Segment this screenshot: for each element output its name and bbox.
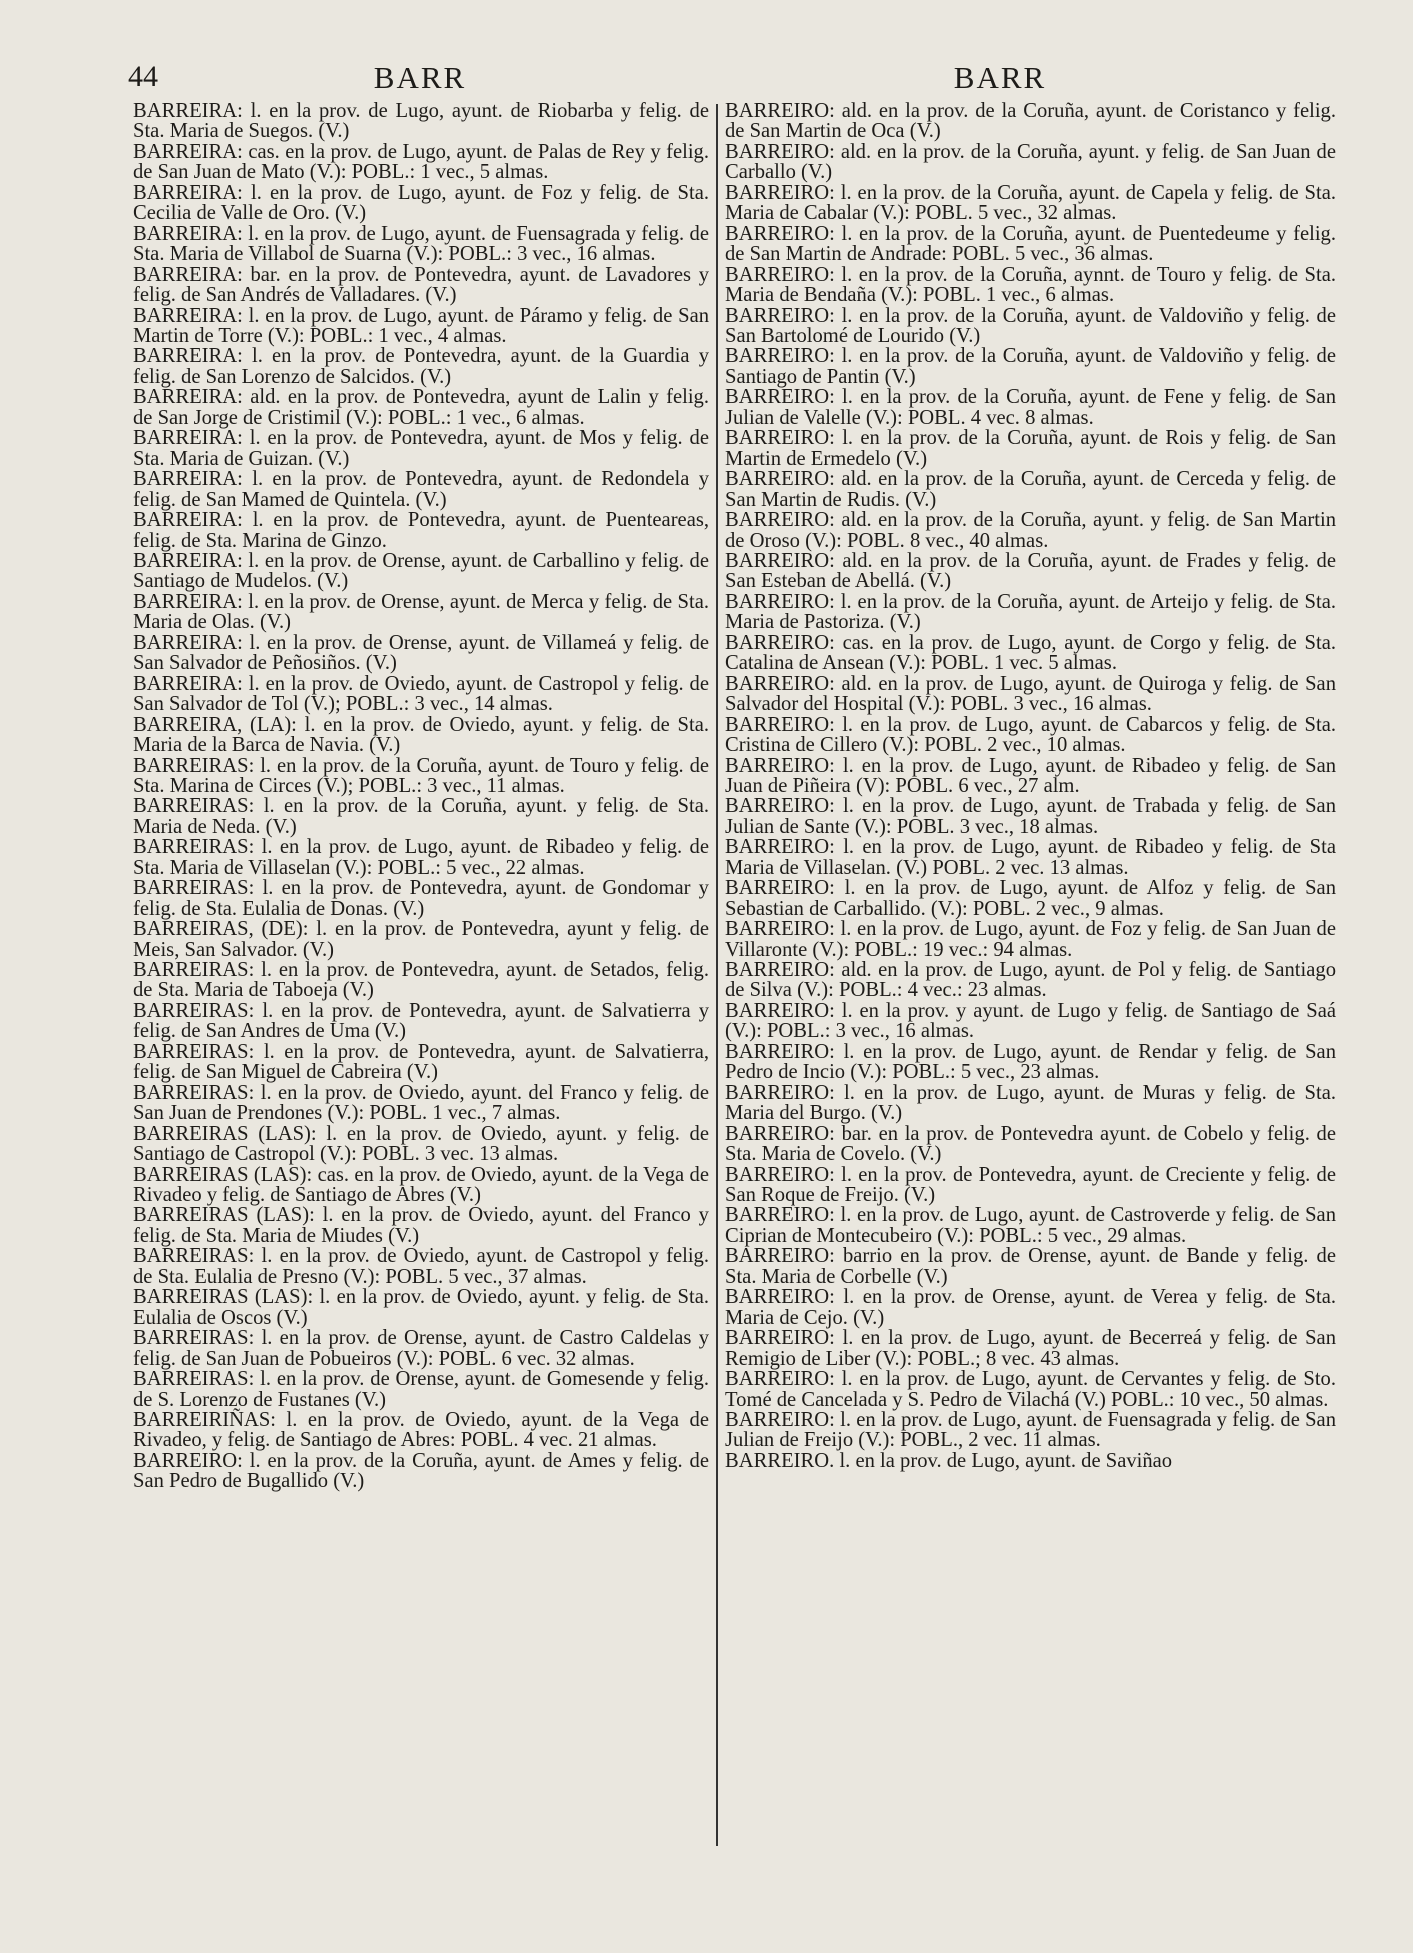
entry <box>133 1205 709 1246</box>
entry <box>725 633 1336 674</box>
entry <box>725 428 1336 469</box>
entry-text: l. en la prov. de Oviedo, ayunt. y felig. de Sta. Eulalia de Oscos (V.) <box>133 1286 709 1329</box>
entry-text: l. en la prov. de la Coruña, ayunt. de Rois y felig. de San Martin de Ermedelo (V.) <box>725 427 1336 470</box>
entry-head: BARREIRO: <box>725 1122 835 1145</box>
entry-text: bar. en la prov. de Pontevedra ayunt. de Cobelo y felig. de Sta. Maria de Covelo. (V.) <box>725 1122 1336 1166</box>
entry-text: l. en la prov. de Oviedo, ayunt. del Franco y felig. de San Juan de Prendones (V.): POBL. 1 vec., 7 almas. <box>133 1081 709 1125</box>
entry-head: BARREIRAS: <box>133 754 255 777</box>
entry-text: l. en la prov. de la Coruña, ayunt. de Puentedeume y felig. de San Martin de Andrade: POBL. 5 vec., 36 almas. <box>725 222 1336 266</box>
entry-text: l. en la prov. de Lugo, ayunt. de Ribadeo y felig. de Sta. Maria de Villaselan (V.): POBL.: 5 vec., 22 almas. <box>133 836 709 879</box>
entry-head: BARREIRO: <box>725 1409 835 1431</box>
entry <box>133 1451 709 1492</box>
entry-text: l. en la prov. de Pontevedra, ayunt. de Salvatierra, felig. de San Miguel de Cabreira (V.) <box>133 1040 709 1084</box>
entry <box>133 469 709 510</box>
entry-text: l. en la prov. y ayunt. de Lugo y felig. de Santiago de Saá (V.): POBL.: 3 vec., 16 almas. <box>725 999 1336 1043</box>
entry-head: BARREIRO: <box>725 140 835 163</box>
entry-head: BARREIRA: <box>133 509 243 532</box>
entry-text: l. en la prov. de Orense, ayunt. de Gomesende y felig. de S. Lorenzo de Fustanes (V.) <box>133 1368 709 1411</box>
entry <box>133 183 709 224</box>
entry-head: BARREIRAS: <box>133 999 255 1022</box>
entry <box>133 919 709 960</box>
entry-head: BARREIRA: <box>133 222 243 245</box>
entry-head: BARREIRA: <box>133 304 243 327</box>
entry <box>133 756 709 797</box>
entry-head: BARREIRAS: <box>133 1368 255 1391</box>
entry-text: l. en la prov. de Lugo, ayunt. de Cabarcos y felig. de Sta. Cristina de Cillero (V.): POBL. 2 vec., 10 almas. <box>725 713 1336 757</box>
entry-head: BARREIRO: <box>725 1286 835 1309</box>
entry-head: BARREIRO: <box>725 345 835 368</box>
entry <box>133 387 709 428</box>
entry-head: BARREIRO: <box>725 672 835 695</box>
entry-text: l. en la prov. de Pontevedra, ayunt y felig. de Meis, San Salvador. (V.) <box>133 918 710 961</box>
entry-head: BARREIRO: <box>725 918 835 941</box>
entry <box>725 101 1336 142</box>
entry <box>133 1410 709 1451</box>
entry-text: l. en la prov. de Lugo, ayunt. de Castroverde y felig. de San Ciprian de Montecubeiro (V.): POBL.: 5 vec., 29 almas. <box>725 1204 1336 1247</box>
entry-text: l. en la prov. de Pontevedra, ayunt. de Creciente y felig. de San Roque de Freijo. (V.) <box>725 1163 1336 1207</box>
entry-text: l. en la prov. de Lugo, ayunt. de Fuensagrada y felig. de San Julian de Freijo (V.): POBL., 2 vec. 11 almas. <box>725 1409 1336 1452</box>
entry <box>133 837 709 878</box>
entry-text: l. en la prov. de la Coruña, ayunt. de Touro y felig. de Sta. Marina de Circes (V.); POBL.: 3 vec., 11 almas. <box>133 754 710 797</box>
entry <box>725 1246 1336 1287</box>
entry-head: BARREIRO: <box>725 222 835 245</box>
entry-text: l. en la prov. de Oviedo, ayunt. y felig. de Sta. Maria de la Barca de Navia. (V.) <box>133 713 709 757</box>
entry-head: BARREIRO: <box>725 999 835 1022</box>
entry-text: l. en la prov. de Lugo, ayunt. de Páramo y felig. de San Martin de Torre (V.): POBL.: 1 vec., 4 almas. <box>133 304 710 347</box>
entry-head: BARREIRA: <box>133 100 243 122</box>
entry <box>725 1205 1336 1246</box>
entry <box>725 1328 1336 1369</box>
entry-head: BARREIRA: <box>133 181 243 204</box>
entry <box>133 674 709 715</box>
entry <box>725 469 1336 510</box>
entry <box>133 1369 709 1410</box>
entry-head: BARREIRO: <box>725 386 835 409</box>
entry-text: l. en la prov. de Orense, ayunt. de Carballino y felig. de Santiago de Mudelos. (V.) <box>133 549 709 593</box>
entry <box>133 142 709 183</box>
entry-head: BARREIRO: <box>725 509 835 532</box>
entry-text: l. en la prov. de la Coruña, ayunt. de Arteijo y felig. de Sta. Maria de Pastoriza. (V.) <box>725 590 1336 634</box>
entry <box>725 1083 1336 1124</box>
entry-head: BARREIRAS (LAS): <box>133 1122 317 1145</box>
entry-text: ald. en la prov. de Lugo, ayunt. de Quiroga y felig. de San Salvador del Hospital (V.): POBL. 3 vec., 16 almas. <box>725 672 1336 716</box>
entry-text: l. en la prov. de Orense, ayunt. de Castro Caldelas y felig. de San Juan de Pobueiros (V.): POBL. 6 vec. 32 almas. <box>133 1327 709 1370</box>
entry-head: BARREIRO: <box>725 877 835 900</box>
entry-head: BARREIRAS: <box>133 877 255 900</box>
entry <box>133 796 709 837</box>
entry-text: ald. en la prov. de Lugo, ayunt. de Pol y felig. de Santiago de Silva (V.): POBL.: 4 vec.: 23 almas. <box>725 959 1336 1002</box>
entry-text: ald. en la prov. de la Coruña, ayunt. de Cerceda y felig. de San Martin de Rudis. (V.) <box>725 468 1336 511</box>
entry <box>725 551 1336 592</box>
entry-head: BARREIRO: <box>725 1163 835 1186</box>
entry-text: l. en la prov. de Pontevedra, ayunt. de la Guardia y felig. de San Lorenzo de Salcidos. (V.) <box>133 345 709 388</box>
entry-text: l. en la prov. de la Coruña, ayunt. de Capela y felig. de Sta. Maria de Cabalar (V.): POBL. 5 vec., 32 almas. <box>725 181 1336 225</box>
entry-text: l. en la prov. de Pontevedra, ayunt. de Gondomar y felig. de Sta. Eulalia de Donas. (V.) <box>133 877 709 920</box>
entry-head: BARREIRA, (LA): <box>133 713 297 736</box>
entry-head: BARREIRO: <box>725 263 835 286</box>
entry-text: ald. en la prov. de Pontevedra, ayunt de Lalin y felig. de San Jorge de Cristimil (V.): POBL.: 1 vec., 6 almas. <box>133 386 709 429</box>
entry-head: BARREIRO: <box>725 181 835 204</box>
entry-text: l. en la prov. de Lugo, ayunt. de Fuensagrada y felig. de Sta. Maria de Villabol de Suarna (V.): POBL.: 3 vec., 16 almas. <box>133 222 709 266</box>
entry <box>133 551 709 592</box>
entry-head: BARREIRO: <box>725 1040 835 1063</box>
entry-head: BARREIRAS (LAS): <box>133 1286 314 1309</box>
entry <box>133 1042 709 1083</box>
entry-text: ald. en la prov. de la Coruña, ayunt. y felig. de San Martin de Oroso (V.): POBL. 8 vec., 40 almas. <box>725 509 1336 552</box>
entry-text: l. en la prov. de la Coruña, ayunt. de Ames y felig. de San Pedro de Bugallido (V.) <box>133 1449 709 1493</box>
entry-head: BARREIRO: <box>725 795 835 818</box>
entry-text: ald. en la prov. de la Coruña, ayunt. de Frades y felig. de San Esteban de Abellá. (V.) <box>725 549 1336 593</box>
entry <box>133 1287 709 1328</box>
entry-head: BARREIRAS: <box>133 1327 255 1350</box>
entry <box>725 837 1336 878</box>
entry-text: l. en la prov. de Lugo, ayunt. de Saviñao <box>839 1449 1173 1472</box>
entry-text: ald. en la prov. de la Coruña, ayunt. de Coristanco y felig. de San Martin de Oca (V.) <box>725 100 1336 143</box>
entry <box>133 510 709 551</box>
entry <box>133 715 709 756</box>
entry <box>133 878 709 919</box>
entry-text: l. en la prov. de Pontevedra, ayunt. de Puenteareas, felig. de Sta. Marina de Ginzo. <box>133 509 709 552</box>
entry <box>725 1410 1336 1451</box>
entry-head: BARREIRAS: <box>133 836 255 859</box>
entry-text: l. en la prov. de Orense, ayunt. de Merca y felig. de Sta. Maria de Olas. (V.) <box>133 590 710 634</box>
entry-text: l. en la prov. de Pontevedra, ayunt. de Mos y felig. de Sta. Maria de Guizan. (V.) <box>133 427 709 470</box>
entry-head: BARREIRO: <box>725 1204 835 1227</box>
entry <box>725 592 1336 633</box>
entry-head: BARREIRA: <box>133 345 243 368</box>
entry-head: BARREIRO: <box>725 631 835 654</box>
entry-text: cas. en la prov. de Oviedo, ayunt. de la Vega de Rivadeo y felig. de Santiago de Abres (V.) <box>133 1163 709 1207</box>
entry-head: BARREIRO: <box>725 304 835 327</box>
entry <box>725 1287 1336 1328</box>
entry <box>133 960 709 1001</box>
entry <box>133 428 709 469</box>
entry-head: BARREIRAS (LAS): <box>133 1163 313 1186</box>
entry-text: l. en la prov. de Lugo, ayunt. de Alfoz y felig. de San Sebastian de Carballido. (V.): POBL. 2 vec., 9 almas. <box>725 877 1336 920</box>
entry <box>725 265 1336 306</box>
entry-text: l. en la prov. de Lugo, ayunt. de Muras y felig. de Sta. Maria del Burgo. (V.) <box>725 1081 1336 1125</box>
entry-head: BARREIRAS: <box>133 959 255 982</box>
entry-text: l. en la prov. de Oviedo, ayunt. de Castropol y felig. de San Salvador de Tol (V.); POBL.: 3 vec., 14 almas. <box>133 672 709 716</box>
entry-head: BARREIRO: <box>725 590 835 613</box>
entry-head: BARREIRO: <box>725 549 835 572</box>
entry <box>133 592 709 633</box>
entry-text: l. en la prov. de Lugo, ayunt. de Rendar y felig. de San Pedro de Incio (V.): POBL.: 5 vec., 23 almas. <box>725 1040 1336 1084</box>
entry-head: BARREIRAS: <box>133 795 255 818</box>
entry <box>725 1165 1336 1206</box>
entry-text: l. en la prov. de la Coruña, ayunt. de Fene y felig. de San Julian de Valelle (V.): POBL. 4 vec. 8 almas. <box>725 386 1336 429</box>
entry <box>725 919 1336 960</box>
entry-text: bar. en la prov. de Pontevedra, ayunt. de Lavadores y felig. de San Andrés de Valladares. (V.) <box>133 263 709 307</box>
entry-text: l. en la prov. de Oviedo, ayunt. del Franco y felig. de Sta. Maria de Miudes (V.) <box>133 1204 709 1247</box>
entry-head: BARREIRO: <box>725 468 835 491</box>
page-number: 44 <box>128 60 158 93</box>
entry <box>725 1001 1336 1042</box>
column-divider <box>716 104 718 1846</box>
entry <box>725 510 1336 551</box>
running-head-right: BARR <box>953 60 1047 95</box>
entry <box>725 756 1336 797</box>
entry <box>725 796 1336 837</box>
entry-head: BARREIRO: <box>725 1327 835 1350</box>
running-head-left: BARR <box>373 60 467 95</box>
entry <box>725 346 1336 387</box>
entry-text: l. en la prov. de Lugo, ayunt. de Becerreá y felig. de San Remigio de Liber (V.): POBL.; 8 vec. 43 almas. <box>725 1327 1336 1370</box>
entry-head: BARREIRO: <box>725 713 835 736</box>
entry-text: l. en la prov. de Lugo, ayunt. de Ribadeo y felig. de San Juan de Piñeira (V): POBL. 6 vec., 27 alm. <box>725 754 1337 797</box>
entry-head: BARREIRO: <box>725 1368 835 1391</box>
entry-head: BARREIRA: <box>133 263 243 286</box>
entry-text: l. en la prov. de Lugo, ayunt. de Riobarba y felig. de Sta. Maria de Suegos. (V.) <box>133 100 709 143</box>
entry <box>725 224 1336 265</box>
entry-head: BARREIRO: <box>725 427 835 450</box>
entry <box>725 142 1336 183</box>
entry-text: ald. en la prov. de la Coruña, ayunt. y felig. de San Juan de Carballo (V.) <box>725 140 1336 184</box>
entry-head: BARREIRO: <box>725 754 835 777</box>
entry-text: l. en la prov. de Lugo, ayunt. de Foz y felig. de San Juan de Villaronte (V.): POBL.: 19 vec.: 94 almas. <box>725 918 1336 961</box>
entry <box>133 101 709 142</box>
entry-head: BARREIRA: <box>133 631 243 654</box>
entry <box>725 715 1336 756</box>
entry-head: BARREIRAS: <box>133 1245 255 1268</box>
entry-head: BARREIRA: <box>133 672 243 695</box>
entry <box>133 1083 709 1124</box>
entry-text: l. en la prov. de Lugo, ayunt. de Trabada y felig. de San Julian de Sante (V.): POBL. 3 vec., 18 almas. <box>725 795 1336 838</box>
entry <box>725 960 1336 1001</box>
entry-text: l. en la prov. de Pontevedra, ayunt. de Salvatierra y felig. de San Andres de Uma (V.) <box>133 999 709 1043</box>
entry-text: l. en la prov. de Lugo, ayunt. de Foz y felig. de Sta. Cecilia de Valle de Oro. (V.) <box>133 181 709 225</box>
entry <box>133 306 709 347</box>
entry <box>133 1124 709 1165</box>
entry <box>133 1165 709 1206</box>
entry <box>725 1124 1336 1165</box>
entry <box>725 387 1336 428</box>
entry-text: l. en la prov. de Orense, ayunt. de Verea y felig. de Sta. Maria de Cejo. (V.) <box>725 1286 1336 1329</box>
entry-text: l. en la prov. de Oviedo, ayunt. y felig. de Santiago de Castropol (V.): POBL. 3 vec. 13 almas. <box>133 1122 709 1166</box>
entry-head: BARREIRA: <box>133 590 243 613</box>
entry-text: l. en la prov. de la Coruña, ayunt. y felig. de Sta. Maria de Neda. (V.) <box>133 795 710 838</box>
entry <box>725 1042 1336 1083</box>
entry-text: l. en la prov. de la Coruña, ayunt. de Valdoviño y felig. de San Bartolomé de Lourido (V.) <box>725 304 1336 347</box>
entry-head: BARREIRIÑAS: <box>133 1409 277 1431</box>
entry-text: l. en la prov. de Lugo, ayunt. de Cervantes y felig. de Sto. Tomé de Cancelada y S. Pedro de Vilachá (V.) POBL.: 10 vec., 50 almas. <box>725 1368 1336 1411</box>
entry-text: barrio en la prov. de Orense, ayunt. de Bande y felig. de Sta. Maria de Corbelle (V.) <box>725 1245 1336 1288</box>
entry-head: BARREIRAS, (DE): <box>133 918 309 941</box>
entry <box>725 674 1336 715</box>
entry-text: l. en la prov. de Oviedo, ayunt. de la Vega de Rivadeo, y felig. de Santiago de Abres: POBL. 4 vec. 21 almas. <box>133 1409 709 1452</box>
entry <box>725 1369 1336 1410</box>
entry-text: l. en la prov. de la Coruña, aynnt. de Touro y felig. de Sta. Maria de Bendaña (V.): POBL. 1 vec., 6 almas. <box>725 263 1336 307</box>
entry-text: l. en la prov. de Oviedo, ayunt. de Castropol y felig. de Sta. Eulalia de Presno (V.): POBL. 5 vec., 37 almas. <box>133 1245 709 1288</box>
left-column <box>133 101 709 1492</box>
entry-head: BARREIRA: <box>133 468 243 491</box>
entry-text: l. en la prov. de Pontevedra, ayunt. de Redondela y felig. de San Mamed de Quintela. (V.) <box>133 468 709 511</box>
entry-head: BARREIRA: <box>133 549 243 572</box>
entry <box>133 633 709 674</box>
entry-head: BARREIRO: <box>725 836 835 859</box>
entry-text: cas. en la prov. de Lugo, ayunt. de Palas de Rey y felig. de San Juan de Mato (V.): POBL.: 1 vec., 5 almas. <box>133 140 709 184</box>
entry-head: BARREIRAS: <box>133 1040 255 1063</box>
entry-head: BARREIRA: <box>133 386 243 409</box>
entry <box>133 346 709 387</box>
entry-head: BARREIRO: <box>725 1245 835 1268</box>
entry-head: BARREIRO. <box>725 1449 835 1472</box>
entry <box>725 183 1336 224</box>
entry <box>725 878 1336 919</box>
entry-text: l. en la prov. de Pontevedra, ayunt. de Setados, felig. de Sta. Maria de Taboeja (V.) <box>133 959 709 1002</box>
entry <box>133 1001 709 1042</box>
entry <box>133 1328 709 1369</box>
entry-head: BARREIRO: <box>133 1449 243 1472</box>
right-column <box>725 101 1336 1471</box>
entry <box>133 1246 709 1287</box>
entry-head: BARREIRA: <box>133 140 243 163</box>
entry <box>133 265 709 306</box>
entry-text: l. en la prov. de la Coruña, ayunt. de Valdoviño y felig. de Santiago de Pantin (V.) <box>725 345 1336 388</box>
entry-text: l. en la prov. de Orense, ayunt. de Villameá y felig. de San Salvador de Peñosiños. (V.) <box>133 631 709 675</box>
entry <box>725 1451 1336 1471</box>
entry-head: BARREIRO: <box>725 1081 835 1104</box>
entry-head: BARREIRA: <box>133 427 243 450</box>
entry-text: l. en la prov. de Lugo, ayunt. de Ribadeo y felig. de Sta Maria de Villaselan. (V.) POBL. 2 vec. 13 almas. <box>725 836 1336 879</box>
entry-head: BARREIRO: <box>725 959 835 982</box>
entry-head: BARREIRAS (LAS): <box>133 1204 315 1227</box>
entry <box>725 306 1336 347</box>
entry <box>133 224 709 265</box>
entry-text: cas. en la prov. de Lugo, ayunt. de Corgo y felig. de Sta. Catalina de Ansean (V.): POBL. 1 vec. 5 almas. <box>725 631 1336 675</box>
entry-head: BARREIRAS: <box>133 1081 255 1104</box>
entry-head: BARREIRO: <box>725 100 835 122</box>
